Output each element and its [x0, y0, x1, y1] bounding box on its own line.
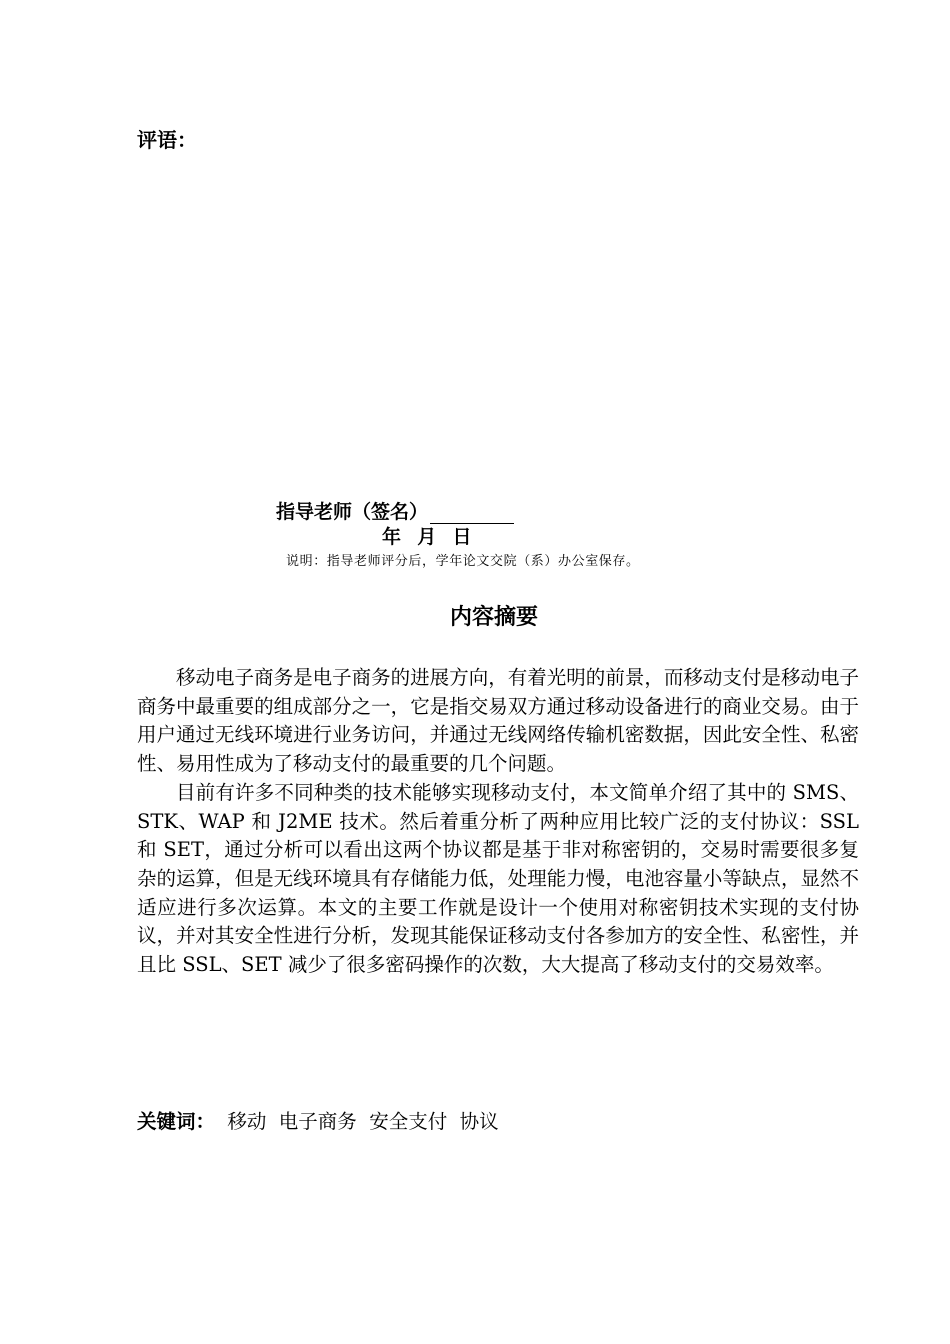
abstract-paragraph-2: 目前有许多不同种类的技术能够实现移动支付，本文简单介绍了其中的 SMS、STK、WAP 和 J2ME 技术。然后着重分析了两种应用比较广泛的支付协议：SSL 和 SET，通过分析可以看出这两个协议都是基于非对称密钥的，交易时需要很多复杂的运算，但是无线环境具有存储能力低，处理能力慢，电池容量小等缺点，显然不适应进行多次运算。本文的主要工作就是设计一个使用对称密钥技术实现的支付协议，并对其安全性进行分析，发现其能保证移动支付各参加方的安全性、私密性，并且比 SSL、SET 减少了很多密码操作的次数，大大提高了移动支付的交易效率。 — [137, 780, 859, 977]
storage-note: 说明：指导老师评分后，学年论文交院（系）办公室保存。 — [286, 554, 640, 569]
comment-label: 评语： — [137, 128, 197, 152]
abstract-paragraph-1: 移动电子商务是电子商务的进展方向，有着光明的前景，而移动支付是移动电子商务中最重要的组成部分之一，它是指交易双方通过移动设备进行的商业交易。由于用户通过无线环境进行业务访问，并通过无线网络传输机密数据，因此安全性、私密性、易用性成为了移动支付的最重要的几个问题。 — [137, 666, 859, 776]
abstract-body — [137, 664, 859, 980]
date-label: 年 月 日 — [382, 526, 473, 548]
keywords-value: 移动 电子商务 安全支付 协议 — [215, 1110, 499, 1133]
advisor-signature-label: 指导老师（签名） — [276, 501, 429, 523]
signature-blank — [430, 503, 514, 524]
keywords-label: 关键词： — [137, 1110, 216, 1133]
abstract-title: 内容摘要 — [449, 605, 538, 630]
keywords-line — [137, 1106, 499, 1134]
advisor-signature-line — [276, 497, 514, 524]
